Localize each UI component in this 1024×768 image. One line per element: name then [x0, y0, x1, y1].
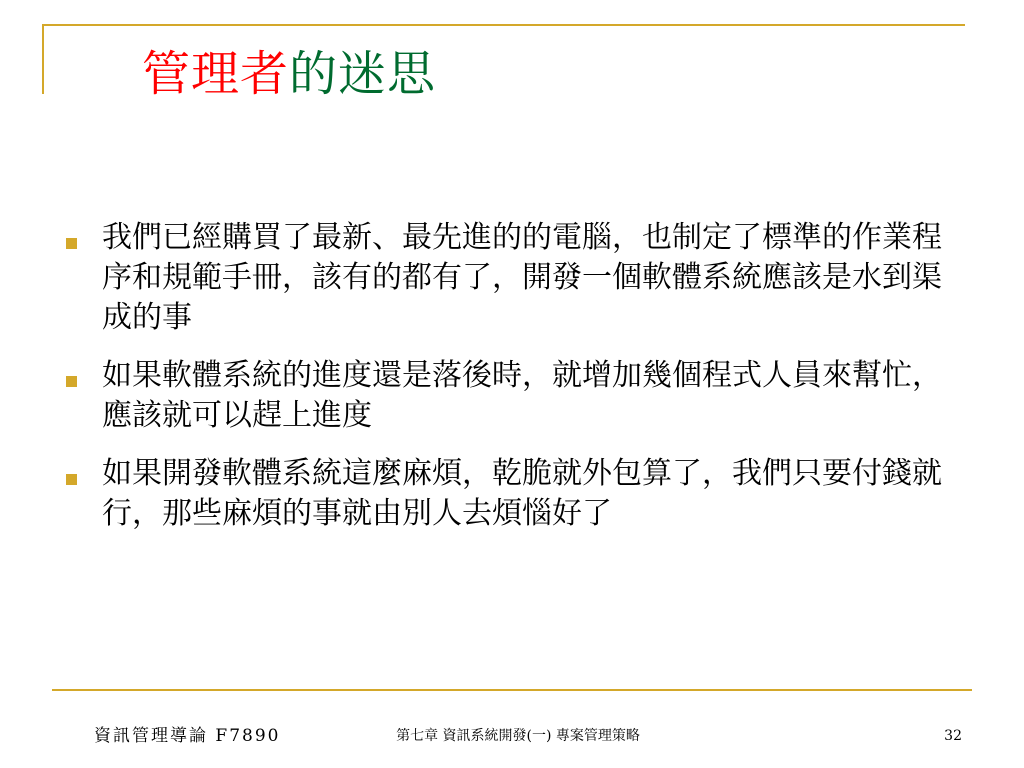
title-red-part: 管理者: [142, 46, 290, 102]
bullet-text-2: 如果軟體系統的進度還是落後時，就增加幾個程式人員來幫忙，應該就可以趕上進度: [102, 358, 942, 433]
title-green-part: 的迷思: [289, 46, 437, 102]
bullet-item-3: [66, 454, 966, 534]
footer-page-number: 32: [944, 728, 962, 744]
top-rule: [42, 24, 965, 26]
bullet-text-3: 如果開發軟體系統這麼麻煩，乾脆就外包算了，我們只要付錢就行，那些麻煩的事就由別人去煩惱好了: [102, 456, 942, 531]
footer-chapter-title: 第七章 資訊系統開發(一) 專案管理策略: [396, 728, 640, 744]
bullet-list: [66, 218, 966, 552]
slide-title: [142, 42, 436, 106]
bullet-square-icon: [66, 238, 77, 249]
left-rule: [42, 24, 44, 94]
bullet-item-1: [66, 218, 966, 338]
bullet-item-2: [66, 356, 966, 436]
footer-course-title: 資訊管理導論 F7890: [94, 726, 281, 746]
bullet-text-1: 我們已經購買了最新、最先進的的電腦，也制定了標準的作業程序和規範手冊，該有的都有了，開發一個軟體系統應該是水到渠成的事: [102, 220, 942, 335]
bottom-rule: [52, 689, 972, 691]
bullet-square-icon: [66, 474, 77, 485]
bullet-square-icon: [66, 376, 77, 387]
